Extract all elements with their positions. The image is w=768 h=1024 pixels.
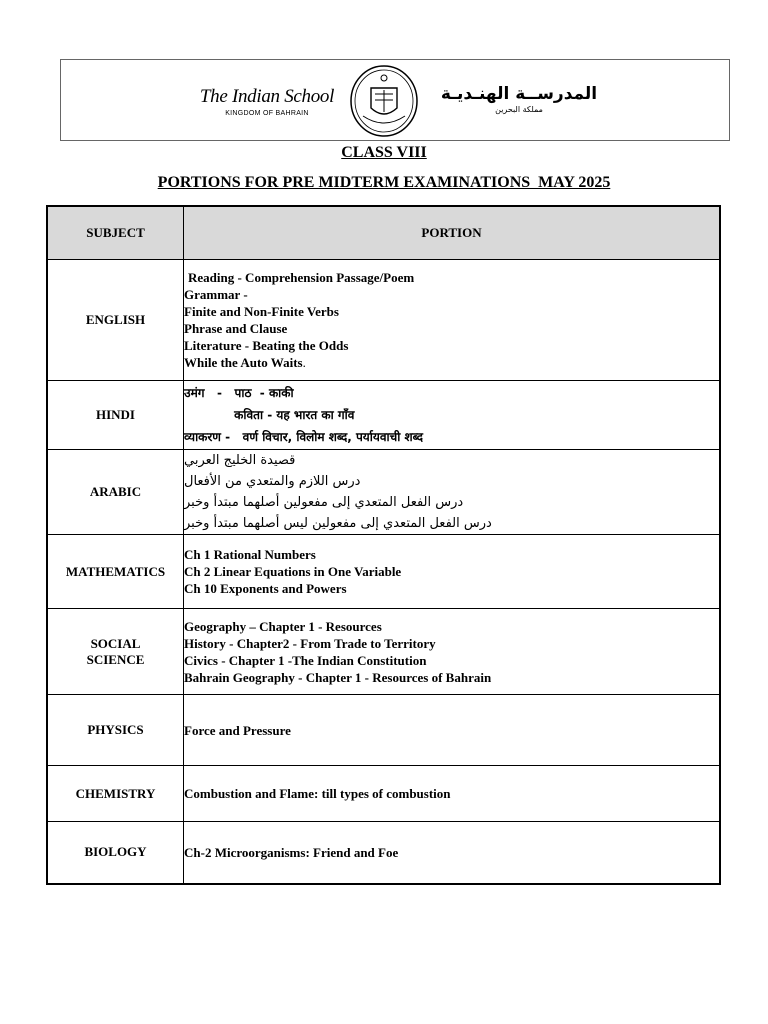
table-row [47, 609, 720, 695]
school-header [60, 59, 730, 141]
portion-line: Ch 2 Linear Equations in One Variable [184, 564, 402, 579]
portion-cell [184, 535, 721, 609]
portion-line [184, 354, 719, 371]
portion-line: Finite and Non-Finite Verbs [184, 304, 339, 319]
table-row [47, 535, 720, 609]
column-header-portion: PORTION [184, 206, 721, 260]
subject-label: ENGLISH [85, 312, 146, 327]
school-location-en: KINGDOM OF BAHRAIN [225, 110, 309, 117]
portion-cell [184, 695, 721, 766]
portion-line: Civics - Chapter 1 -The Indian Constitution [184, 652, 427, 668]
portion-cell [184, 260, 721, 381]
table-row [47, 260, 720, 381]
exam-title: PORTIONS FOR PRE MIDTERM EXAMINATIONS MAY 2025 [157, 174, 611, 191]
subject-label: BIOLOGY [84, 844, 147, 860]
subject-label: HINDI [95, 407, 135, 422]
school-crest-icon [349, 64, 419, 138]
subject-cell [47, 766, 184, 822]
subject-label: SCIENCE [86, 651, 145, 667]
subject-label: CHEMISTRY [75, 785, 156, 801]
table-row [47, 695, 720, 766]
class-title: CLASS VIII [341, 144, 427, 161]
portion-line: Ch-2 Microorganisms: Friend and Foe [184, 844, 399, 860]
subject-cell [47, 822, 184, 884]
portion-line: Ch 10 Exponents and Powers [184, 581, 347, 596]
table-row [47, 381, 720, 450]
table-row [47, 766, 720, 822]
portion-cell [184, 450, 721, 535]
portions-table [46, 205, 721, 885]
portion-period: . [302, 355, 306, 370]
table-row [47, 450, 720, 535]
portion-cell [184, 381, 721, 450]
school-location-ar: مملكة البحرين [495, 105, 543, 114]
portion-line: उमंग - पाठ - काकी [184, 386, 294, 400]
portion-line: व्याकरण - वर्ण विचार, विलोम शब्द, पर्यायवाची शब्द [184, 430, 424, 444]
portion-line: درس الفعل المتعدي إلى مفعولين ليس أصلهما مبتدأ وخبر [184, 516, 492, 531]
table-row [47, 822, 720, 884]
portion-cell [184, 822, 721, 884]
subject-cell [47, 260, 184, 381]
portion-line: درس الفعل المتعدي إلى مفعولين أصلهما مبتدأ وخبر [184, 495, 464, 510]
portion-text: While the Auto Waits [184, 355, 303, 370]
table-header-row [47, 206, 720, 260]
portion-line: Literature - Beating the Odds [184, 338, 349, 353]
portion-line: Ch 1 Rational Numbers [184, 547, 316, 562]
portion-line: Reading - Comprehension Passage/Poem [188, 270, 415, 285]
portion-line: Bahrain Geography - Chapter 1 - Resources of Bahrain [184, 669, 492, 685]
subject-cell [47, 381, 184, 450]
column-header-subject: SUBJECT [47, 206, 184, 260]
portion-line: Combustion and Flame: till types of combustion [184, 786, 451, 801]
school-name-arabic [439, 84, 599, 114]
portion-line: Phrase and Clause [184, 321, 288, 336]
portion-line: Geography – Chapter 1 - Resources [184, 618, 382, 634]
portion-cell [184, 609, 721, 695]
subject-cell [47, 535, 184, 609]
portion-line: قصيدة الخليج العربي [184, 453, 296, 468]
subject-label: MATHEMATICS [65, 563, 166, 579]
school-name-ar: المدرســة الهنـديـة [440, 84, 598, 104]
subject-cell [47, 695, 184, 766]
school-name-en: The Indian School [199, 86, 335, 107]
subject-cell [47, 609, 184, 695]
subject-label: ARABIC [89, 484, 142, 499]
portion-cell [184, 766, 721, 822]
portion-line: Force and Pressure [184, 722, 291, 738]
portion-line: Grammar - [184, 287, 248, 302]
school-name-english [197, 86, 337, 117]
portion-line: History - Chapter2 - From Trade to Territory [184, 635, 436, 651]
portion-line: درس اللازم والمتعدي من الأفعال [184, 474, 361, 489]
subject-label: PHYSICS [87, 722, 144, 737]
subject-cell [47, 450, 184, 535]
subject-label: SOCIAL [90, 635, 141, 651]
portion-line: कविता - यह भारत का गाँव [184, 408, 355, 422]
